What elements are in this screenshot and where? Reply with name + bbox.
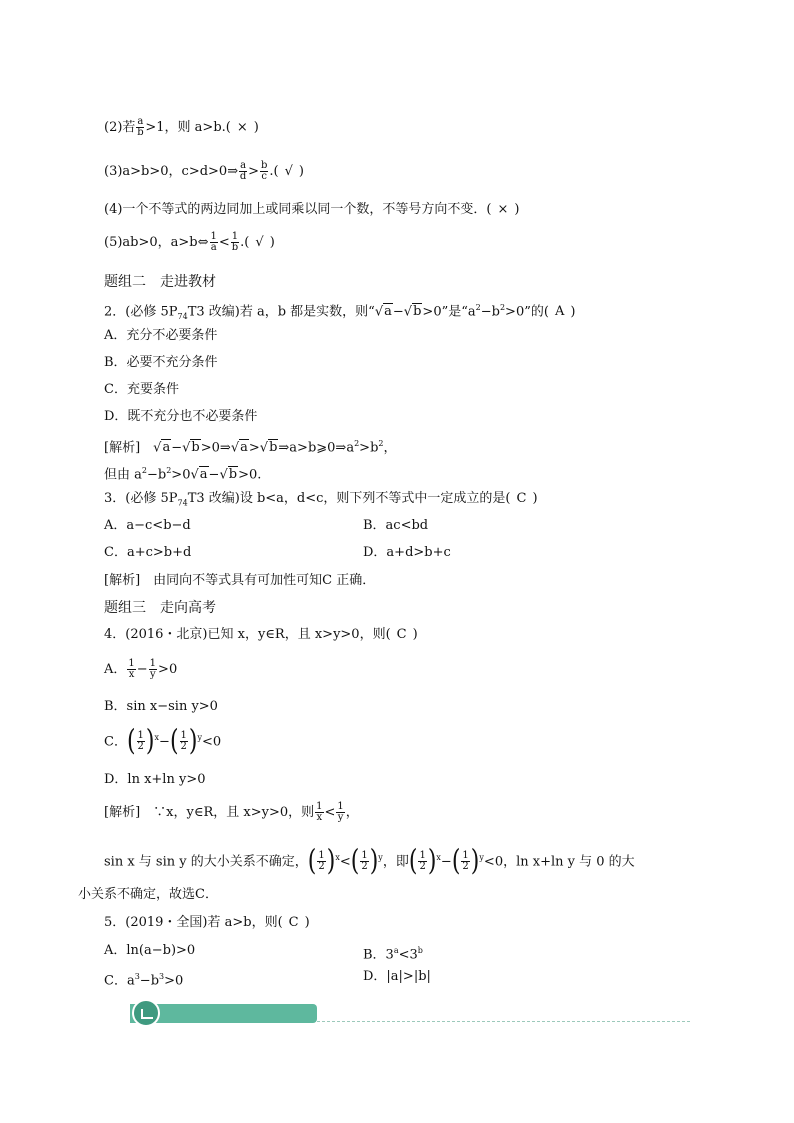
- explanation-label: [解析]: [104, 805, 141, 820]
- answer: ×: [497, 202, 509, 217]
- q4-explanation-1: [解析] ∵x，y∈R，且 x>y>0，则 $\frac{1}{x}$ < $\frac{1}{y}$ ，: [104, 801, 359, 823]
- q4-option-a: A． $\frac{1}{x}$ − $\frac{1}{y}$ >0: [104, 658, 178, 680]
- q4-stem: 4．(2016・北京)已知 x，y∈R，且 x>y>0，则( C ): [104, 627, 418, 642]
- text: (2)若: [104, 120, 136, 135]
- q1-item-3: (3)a>b>0，c>d>0⇒ $\frac{a}{d}$ > $\frac{b}{c}$ .( √ ): [104, 160, 304, 182]
- q4-explanation-3: 小关系不确定，故选C．: [78, 887, 218, 902]
- q2-explanation-1: [解析] $√a-√b>0\Rightarrow√a>√b\Rightarrow a>b⩾0\Rightarrow a^2>b^2$，: [104, 439, 397, 456]
- q4-option-b: B．sin x−sin y>0: [104, 699, 218, 714]
- explanation-label: [解析]: [104, 440, 141, 456]
- dashed-divider: [317, 1021, 690, 1022]
- q5-option-d: D．|a|>|b|: [363, 969, 431, 984]
- text: (3)a>b>0，c>d>0⇒: [104, 164, 239, 179]
- q5-option-b: B．$3^a<3^b$: [363, 946, 423, 963]
- q3-option-c: C．a+c>b+d: [104, 545, 192, 560]
- q4-option-d: D．ln x+ln y>0: [104, 772, 206, 787]
- text: >1，则 a>b.(: [145, 120, 231, 135]
- fraction: $\frac{a}{d}$: [239, 160, 247, 182]
- chart-icon: [132, 999, 160, 1027]
- fraction: $\frac{1}{a}$: [210, 231, 217, 253]
- explanation-label: [解析]: [104, 573, 141, 588]
- answer: ×: [236, 120, 248, 135]
- answer: C: [396, 627, 407, 642]
- q3-option-b: B．ac<bd: [363, 518, 429, 533]
- fraction: $\frac{b}{c}$: [260, 160, 268, 182]
- q5-option-c: C．$a^3-b^3>0$: [104, 972, 184, 989]
- fraction: $\frac{a}{b}$: [137, 116, 144, 138]
- answer: √: [284, 164, 293, 179]
- q1-item-4: (4)一个不等式的两边同加上或同乘以同一个数，不等号方向不变．( × ): [104, 202, 520, 217]
- q4-option-c: C．( $\frac{1}{2}$ )$^x$−( $\frac{1}{2}$ )$^y$<0: [104, 724, 222, 758]
- q2-option-b: B．必要不充分条件: [104, 355, 218, 370]
- q2-option-c: C．充要条件: [104, 382, 179, 397]
- q2-stem: 2．(必修 $5P_{74}T3$ 改编)若 a，b 都是实数，则“√a−√b>0”是“$a^2-b^2>0$”的( A ): [104, 303, 576, 321]
- group-two-heading: 题组二 走进教材: [104, 274, 216, 290]
- q3-option-d: D．a+d>b+c: [363, 545, 451, 560]
- q2-option-d: D．既不充分也不必要条件: [104, 409, 258, 424]
- q1-item-5: (5)ab>0，a>b⇔ $\frac{1}{a}$ < $\frac{1}{b}$ .( √ ): [104, 231, 275, 253]
- q4-explanation-2: sin x 与 sin y 的大小关系不确定，( $\frac{1}{2}$ )$^x$<( $\frac{1}{2}$ )$^y$，即( $\frac{1}{2}$ )$^x$−( $\frac{1}{2}$ )$^y$<0，ln x+ln y 与 0 的大: [104, 844, 635, 878]
- group-three-heading: 题组三 走向高考: [104, 600, 216, 616]
- answer: C: [516, 491, 527, 506]
- text: (4)一个不等式的两边同加上或同乘以同一个数，不等号方向不变．(: [104, 202, 492, 217]
- q3-stem: 3．(必修 $5P_{74}T3$ 改编)设 b<a，d<c，则下列不等式中一定成立的是( C ): [104, 491, 538, 508]
- q2-option-a: A．充分不必要条件: [104, 328, 218, 343]
- text: (5)ab>0，a>b⇔: [104, 235, 209, 250]
- q2-explanation-2: 但由 $a^2-b^2>0√a-√b>0$.: [104, 466, 262, 483]
- q3-explanation: [解析] 由同向不等式具有可加性可知C 正确．: [104, 573, 376, 588]
- q3-option-a: A．a−c<b−d: [104, 518, 191, 533]
- answer: A: [554, 304, 565, 320]
- q5-option-a: A．ln(a−b)>0: [104, 943, 196, 958]
- answer: C: [288, 915, 299, 930]
- fraction: $\frac{1}{b}$: [231, 231, 239, 253]
- answer: √: [255, 235, 264, 250]
- q5-stem: 5．(2019・全国)若 a>b，则( C ): [104, 915, 310, 930]
- q1-item-2: (2)若 $\frac{a}{b}$ >1，则 a>b.( × ): [104, 116, 259, 138]
